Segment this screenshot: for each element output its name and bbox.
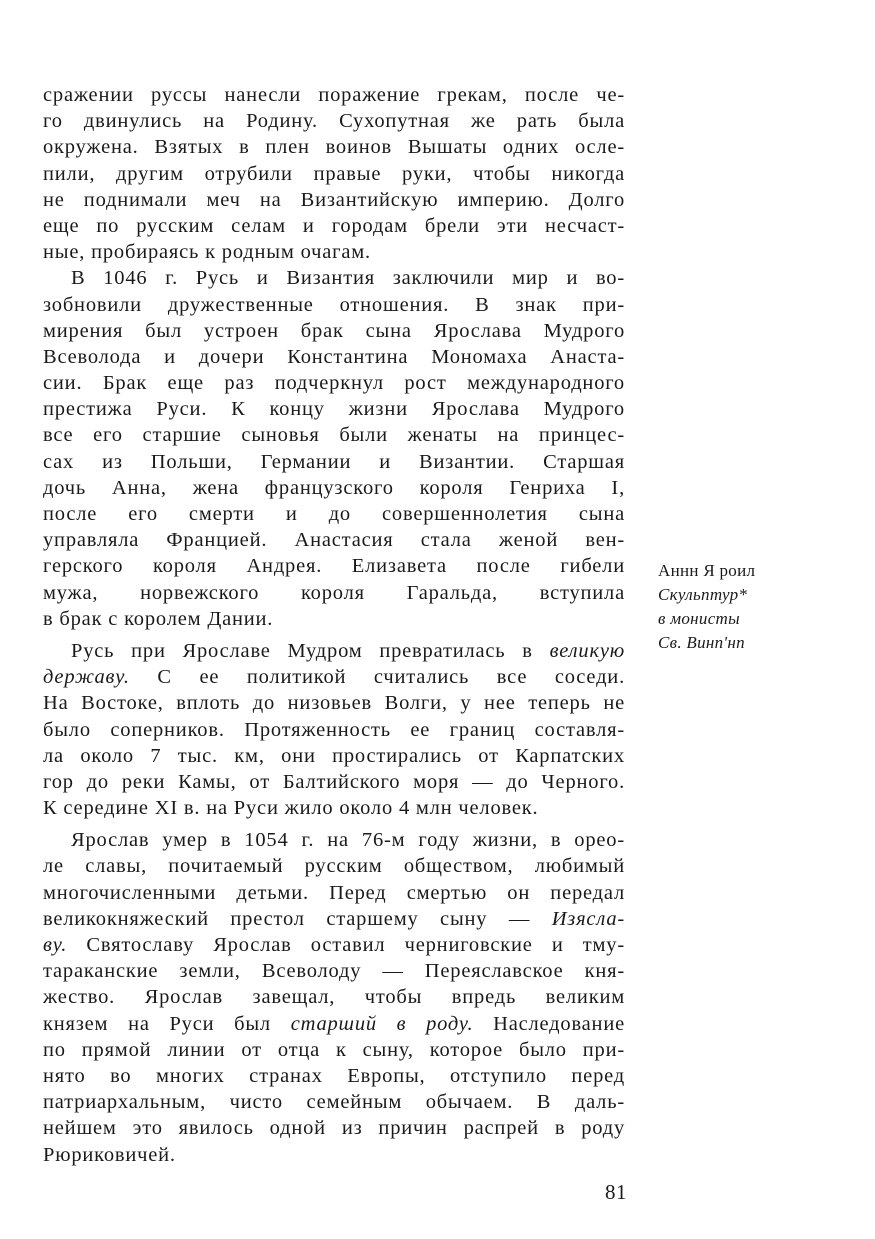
text-line: ле славы, почитаемый русским обществом, любимый (43, 855, 625, 878)
paragraph-2 (43, 265, 625, 632)
text-line (43, 664, 625, 690)
text-line: после его смерти и до совершеннолетия сына (43, 503, 625, 525)
text-line: Всеволода и дочери Константина Мономаха Анаста- (43, 345, 625, 368)
text-line: многочисленными детьми. Перед смертью он передал (43, 881, 625, 904)
text-line: патриархальным, чисто семейным обычаем. В даль- (43, 1091, 625, 1114)
text-line: тараканские земли, Всеволоду — Переяславское кня- (43, 960, 625, 983)
text-line: В 1046 г. Русь и Византия заключили мир и во- (71, 267, 625, 290)
emphasis-text: великую (549, 639, 625, 662)
text-line: го двинулись на Родину. Сухопутная же рать была (43, 110, 625, 133)
text-line: жество. Ярослав завещал, чтобы впредь великим (43, 986, 625, 1009)
text-line: в брак с королем Дании. (43, 607, 274, 630)
text-run: князем на Руси был (43, 1012, 291, 1035)
text-run: Наследование (473, 1012, 625, 1035)
text-line: нято во многих странах Европы, отступило перед (43, 1064, 625, 1087)
text-line: пили, другим отрубили правые руки, чтобы никогда (43, 162, 625, 185)
text-run: Святославу Ярослав оставил черниговские и тму- (67, 934, 625, 956)
paragraph-1 (43, 82, 625, 265)
margin-note-line: Скульптур* (658, 585, 748, 604)
text-run: великокняжеский престол старшему сыну — (43, 907, 552, 930)
text-line: герского короля Андрея. Елизавета после гибели (43, 555, 625, 578)
text-line: не поднимали меч на Византийскую империю. Долго (43, 188, 625, 211)
text-line: по прямой линии от отца к сыну, которое было при- (43, 1038, 625, 1061)
margin-note-line: Св. Винп'нп (658, 633, 745, 652)
text-line: окружена. Взятых в плен воинов Вышаты одних осле- (43, 136, 625, 159)
text-line: гор до реки Камы, от Балтийского моря — до Черного. (43, 770, 625, 793)
text-line: сии. Брак еще раз подчеркнул рост международного (43, 372, 625, 395)
text-line: Рюриковичей. (43, 1143, 176, 1166)
text-line: мужа, норвежского короля Гаральда, вступила (43, 581, 625, 604)
text-line: зобновили дружественные отношения. В знак при- (43, 293, 625, 316)
paragraph-4 (43, 827, 625, 1167)
text-line: было соперников. Протяженность ее границ составля- (43, 718, 625, 741)
text-line: все его старшие сыновья были женаты на принцес- (43, 424, 625, 447)
margin-note-line: в монисты (658, 609, 740, 628)
emphasis-text: ву. (43, 934, 68, 956)
emphasis-text: державу. (43, 666, 130, 689)
margin-note (658, 559, 798, 655)
text-line (43, 906, 625, 932)
emphasis-text: старший в роду. (290, 1012, 474, 1035)
text-line: престижа Руси. К концу жизни Ярослава Мудрого (43, 398, 625, 421)
text-line (43, 638, 625, 664)
text-line: мирения был устроен брак сына Ярослава Мудрого (43, 319, 625, 342)
text-run: Русь при Ярославе Мудром превратилась в (71, 639, 550, 662)
text-line: еще по русским селам и городам брели эти несчаст- (43, 214, 625, 237)
margin-note-line: Аннн Я роил (658, 561, 756, 580)
text-line: сах из Польши, Германии и Византии. Старшая (43, 450, 625, 473)
paragraph-3 (43, 638, 625, 821)
text-line: Ярослав умер в 1054 г. на 76-м году жизни, в орео- (71, 829, 625, 852)
text-line: ные, пробираясь к родным очагам. (43, 241, 371, 264)
text-line (43, 932, 625, 958)
main-text-column (43, 82, 625, 1168)
text-line: сражении руссы нанесли поражение грекам, после че- (43, 84, 625, 106)
text-line: На Востоке, вплоть до низовьев Волги, у нее теперь не (43, 692, 625, 715)
text-line: К середине XI в. на Руси жило около 4 млн человек. (43, 797, 539, 820)
emphasis-text: Изясла- (551, 907, 625, 930)
text-line: нейшем это явилось одной из причин распрей в роду (43, 1117, 625, 1140)
text-line: дочь Анна, жена французского короля Генриха I, (43, 476, 625, 499)
text-line (43, 1011, 625, 1037)
text-line: управляла Францией. Анастасия стала женой вен- (43, 529, 625, 552)
page-number: 81 (605, 1180, 627, 1204)
text-line: ла около 7 тыс. км, они простирались от Карпатских (43, 744, 625, 767)
text-run: С ее политикой считались все соседи. (129, 666, 625, 689)
